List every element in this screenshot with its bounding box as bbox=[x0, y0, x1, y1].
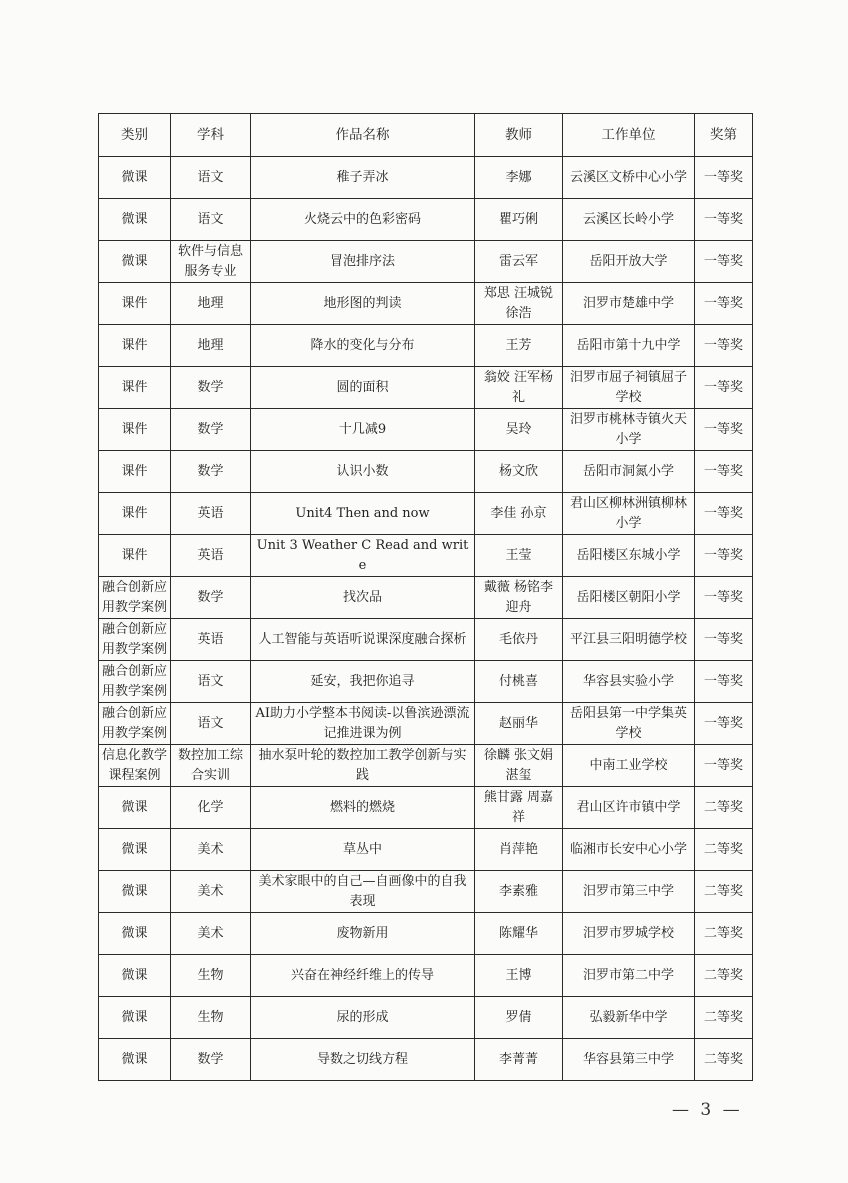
table-row bbox=[99, 493, 753, 535]
table-row bbox=[99, 283, 753, 325]
cell-award: 二等奖 bbox=[695, 787, 753, 829]
cell-work-title: 圆的面积 bbox=[251, 367, 475, 409]
cell-work-unit: 岳阳市第十九中学 bbox=[563, 325, 695, 367]
cell-work-title: 延安，我把你追寻 bbox=[251, 661, 475, 703]
cell-category: 课件 bbox=[99, 451, 171, 493]
table-row bbox=[99, 409, 753, 451]
cell-subject: 软件与信息服务专业 bbox=[171, 241, 251, 283]
table-row bbox=[99, 199, 753, 241]
cell-category: 微课 bbox=[99, 241, 171, 283]
header-subject: 学科 bbox=[171, 114, 251, 157]
cell-teacher: 杨文欣 bbox=[475, 451, 563, 493]
cell-award: 一等奖 bbox=[695, 283, 753, 325]
cell-work-title: Unit4 Then and now bbox=[251, 493, 475, 535]
cell-category: 课件 bbox=[99, 493, 171, 535]
cell-teacher: 郑思 汪城锐徐浩 bbox=[475, 283, 563, 325]
cell-subject: 数学 bbox=[171, 1039, 251, 1081]
cell-award: 二等奖 bbox=[695, 871, 753, 913]
cell-work-unit: 临湘市长安中心小学 bbox=[563, 829, 695, 871]
cell-teacher: 王博 bbox=[475, 955, 563, 997]
cell-work-unit: 汨罗市第三中学 bbox=[563, 871, 695, 913]
cell-subject: 美术 bbox=[171, 871, 251, 913]
cell-award: 二等奖 bbox=[695, 829, 753, 871]
cell-teacher: 李娜 bbox=[475, 157, 563, 199]
header-work-title: 作品名称 bbox=[251, 114, 475, 157]
table-row bbox=[99, 157, 753, 199]
cell-teacher: 陈耀华 bbox=[475, 913, 563, 955]
cell-award: 一等奖 bbox=[695, 367, 753, 409]
cell-subject: 英语 bbox=[171, 535, 251, 577]
cell-work-unit: 平江县三阳明德学校 bbox=[563, 619, 695, 661]
cell-teacher: 毛依丹 bbox=[475, 619, 563, 661]
cell-category: 融合创新应用教学案例 bbox=[99, 703, 171, 745]
cell-work-unit: 华容县第三中学 bbox=[563, 1039, 695, 1081]
cell-award: 二等奖 bbox=[695, 1039, 753, 1081]
cell-subject: 地理 bbox=[171, 283, 251, 325]
cell-award: 一等奖 bbox=[695, 325, 753, 367]
cell-subject: 数学 bbox=[171, 367, 251, 409]
cell-work-title: 地形图的判读 bbox=[251, 283, 475, 325]
cell-category: 课件 bbox=[99, 409, 171, 451]
cell-work-unit: 君山区许市镇中学 bbox=[563, 787, 695, 829]
cell-teacher: 肖萍艳 bbox=[475, 829, 563, 871]
table-row bbox=[99, 1039, 753, 1081]
cell-work-title: 兴奋在神经纤维上的传导 bbox=[251, 955, 475, 997]
table-row bbox=[99, 703, 753, 745]
cell-teacher: 王莹 bbox=[475, 535, 563, 577]
cell-work-unit: 华容县实验小学 bbox=[563, 661, 695, 703]
cell-work-unit: 汨罗市第二中学 bbox=[563, 955, 695, 997]
cell-work-title: 稚子弄冰 bbox=[251, 157, 475, 199]
cell-subject: 数学 bbox=[171, 577, 251, 619]
cell-subject: 英语 bbox=[171, 493, 251, 535]
table-row bbox=[99, 241, 753, 283]
cell-work-unit: 汨罗市桃林寺镇火天小学 bbox=[563, 409, 695, 451]
cell-subject: 美术 bbox=[171, 829, 251, 871]
cell-teacher: 吴玲 bbox=[475, 409, 563, 451]
cell-work-title: 废物新用 bbox=[251, 913, 475, 955]
cell-teacher: 赵丽华 bbox=[475, 703, 563, 745]
table-row bbox=[99, 871, 753, 913]
cell-work-title: 火烧云中的色彩密码 bbox=[251, 199, 475, 241]
cell-category: 微课 bbox=[99, 157, 171, 199]
cell-subject: 数学 bbox=[171, 409, 251, 451]
cell-subject: 语文 bbox=[171, 661, 251, 703]
cell-award: 一等奖 bbox=[695, 703, 753, 745]
cell-teacher: 罗倩 bbox=[475, 997, 563, 1039]
cell-category: 融合创新应用教学案例 bbox=[99, 577, 171, 619]
table-row bbox=[99, 661, 753, 703]
table-row bbox=[99, 451, 753, 493]
awards-table bbox=[98, 113, 753, 1081]
cell-award: 一等奖 bbox=[695, 745, 753, 787]
table-row bbox=[99, 577, 753, 619]
cell-teacher: 戴薇 杨铭李迎舟 bbox=[475, 577, 563, 619]
cell-subject: 语文 bbox=[171, 199, 251, 241]
cell-award: 一等奖 bbox=[695, 451, 753, 493]
cell-category: 微课 bbox=[99, 1039, 171, 1081]
cell-subject: 美术 bbox=[171, 913, 251, 955]
cell-teacher: 王芳 bbox=[475, 325, 563, 367]
cell-award: 二等奖 bbox=[695, 997, 753, 1039]
cell-category: 课件 bbox=[99, 535, 171, 577]
cell-subject: 地理 bbox=[171, 325, 251, 367]
cell-work-title: 美术家眼中的自己—自画像中的自我表现 bbox=[251, 871, 475, 913]
cell-award: 一等奖 bbox=[695, 619, 753, 661]
cell-work-unit: 岳阳开放大学 bbox=[563, 241, 695, 283]
cell-work-title: 抽水泵叶轮的数控加工教学创新与实践 bbox=[251, 745, 475, 787]
cell-work-unit: 弘毅新华中学 bbox=[563, 997, 695, 1039]
cell-work-unit: 汨罗市罗城学校 bbox=[563, 913, 695, 955]
cell-teacher: 翁姣 汪军杨礼 bbox=[475, 367, 563, 409]
cell-work-title: AI助力小学整本书阅读-以鲁滨逊漂流记推进课为例 bbox=[251, 703, 475, 745]
cell-award: 一等奖 bbox=[695, 535, 753, 577]
cell-award: 一等奖 bbox=[695, 409, 753, 451]
header-work-unit: 工作单位 bbox=[563, 114, 695, 157]
cell-work-title: 认识小数 bbox=[251, 451, 475, 493]
cell-teacher: 雷云军 bbox=[475, 241, 563, 283]
header-category: 类别 bbox=[99, 114, 171, 157]
cell-subject: 语文 bbox=[171, 157, 251, 199]
table-row bbox=[99, 997, 753, 1039]
cell-teacher: 熊甘露 周嘉祥 bbox=[475, 787, 563, 829]
cell-subject: 语文 bbox=[171, 703, 251, 745]
cell-award: 一等奖 bbox=[695, 577, 753, 619]
cell-category: 微课 bbox=[99, 871, 171, 913]
cell-work-unit: 云溪区长岭小学 bbox=[563, 199, 695, 241]
table-row bbox=[99, 535, 753, 577]
page-number: — 3 — bbox=[672, 1100, 743, 1120]
cell-category: 微课 bbox=[99, 829, 171, 871]
cell-award: 一等奖 bbox=[695, 199, 753, 241]
cell-work-title: Unit 3 Weather C Read and write bbox=[251, 535, 475, 577]
cell-category: 课件 bbox=[99, 325, 171, 367]
cell-work-unit: 君山区柳林洲镇柳林小学 bbox=[563, 493, 695, 535]
cell-subject: 生物 bbox=[171, 955, 251, 997]
table-header-row bbox=[99, 114, 753, 157]
table-row bbox=[99, 913, 753, 955]
cell-work-title: 尿的形成 bbox=[251, 997, 475, 1039]
cell-award: 二等奖 bbox=[695, 955, 753, 997]
cell-category: 课件 bbox=[99, 283, 171, 325]
cell-work-unit: 云溪区文桥中心小学 bbox=[563, 157, 695, 199]
header-award: 奖第 bbox=[695, 114, 753, 157]
table-row bbox=[99, 787, 753, 829]
cell-category: 微课 bbox=[99, 955, 171, 997]
cell-work-title: 找次品 bbox=[251, 577, 475, 619]
table-row bbox=[99, 955, 753, 997]
cell-award: 一等奖 bbox=[695, 661, 753, 703]
cell-teacher: 李菁菁 bbox=[475, 1039, 563, 1081]
cell-teacher: 李佳 孙京 bbox=[475, 493, 563, 535]
cell-category: 信息化教学课程案例 bbox=[99, 745, 171, 787]
cell-work-title: 导数之切线方程 bbox=[251, 1039, 475, 1081]
cell-award: 一等奖 bbox=[695, 157, 753, 199]
cell-work-unit: 汨罗市楚雄中学 bbox=[563, 283, 695, 325]
cell-work-title: 草丛中 bbox=[251, 829, 475, 871]
cell-work-title: 人工智能与英语听说课深度融合探析 bbox=[251, 619, 475, 661]
cell-teacher: 瞿巧俐 bbox=[475, 199, 563, 241]
cell-subject: 化学 bbox=[171, 787, 251, 829]
cell-subject: 英语 bbox=[171, 619, 251, 661]
cell-work-unit: 岳阳县第一中学集英学校 bbox=[563, 703, 695, 745]
cell-work-title: 降水的变化与分布 bbox=[251, 325, 475, 367]
cell-subject: 生物 bbox=[171, 997, 251, 1039]
table-row bbox=[99, 829, 753, 871]
cell-category: 微课 bbox=[99, 913, 171, 955]
cell-work-unit: 中南工业学校 bbox=[563, 745, 695, 787]
cell-subject: 数控加工综合实训 bbox=[171, 745, 251, 787]
cell-teacher: 徐麟 张文娟湛玺 bbox=[475, 745, 563, 787]
cell-category: 微课 bbox=[99, 787, 171, 829]
cell-award: 二等奖 bbox=[695, 913, 753, 955]
cell-work-title: 冒泡排序法 bbox=[251, 241, 475, 283]
table-row bbox=[99, 619, 753, 661]
table-row bbox=[99, 325, 753, 367]
table-row bbox=[99, 367, 753, 409]
cell-work-unit: 岳阳楼区东城小学 bbox=[563, 535, 695, 577]
cell-category: 微课 bbox=[99, 997, 171, 1039]
cell-work-title: 十几减9 bbox=[251, 409, 475, 451]
cell-category: 融合创新应用教学案例 bbox=[99, 619, 171, 661]
cell-award: 一等奖 bbox=[695, 241, 753, 283]
header-teacher: 教师 bbox=[475, 114, 563, 157]
cell-teacher: 李素雅 bbox=[475, 871, 563, 913]
cell-category: 微课 bbox=[99, 199, 171, 241]
cell-work-unit: 岳阳楼区朝阳小学 bbox=[563, 577, 695, 619]
cell-work-unit: 汨罗市屈子祠镇屈子学校 bbox=[563, 367, 695, 409]
cell-work-unit: 岳阳市洞氮小学 bbox=[563, 451, 695, 493]
cell-category: 课件 bbox=[99, 367, 171, 409]
cell-category: 融合创新应用教学案例 bbox=[99, 661, 171, 703]
cell-work-title: 燃料的燃烧 bbox=[251, 787, 475, 829]
cell-award: 一等奖 bbox=[695, 493, 753, 535]
cell-teacher: 付桃喜 bbox=[475, 661, 563, 703]
table-row bbox=[99, 745, 753, 787]
cell-subject: 数学 bbox=[171, 451, 251, 493]
